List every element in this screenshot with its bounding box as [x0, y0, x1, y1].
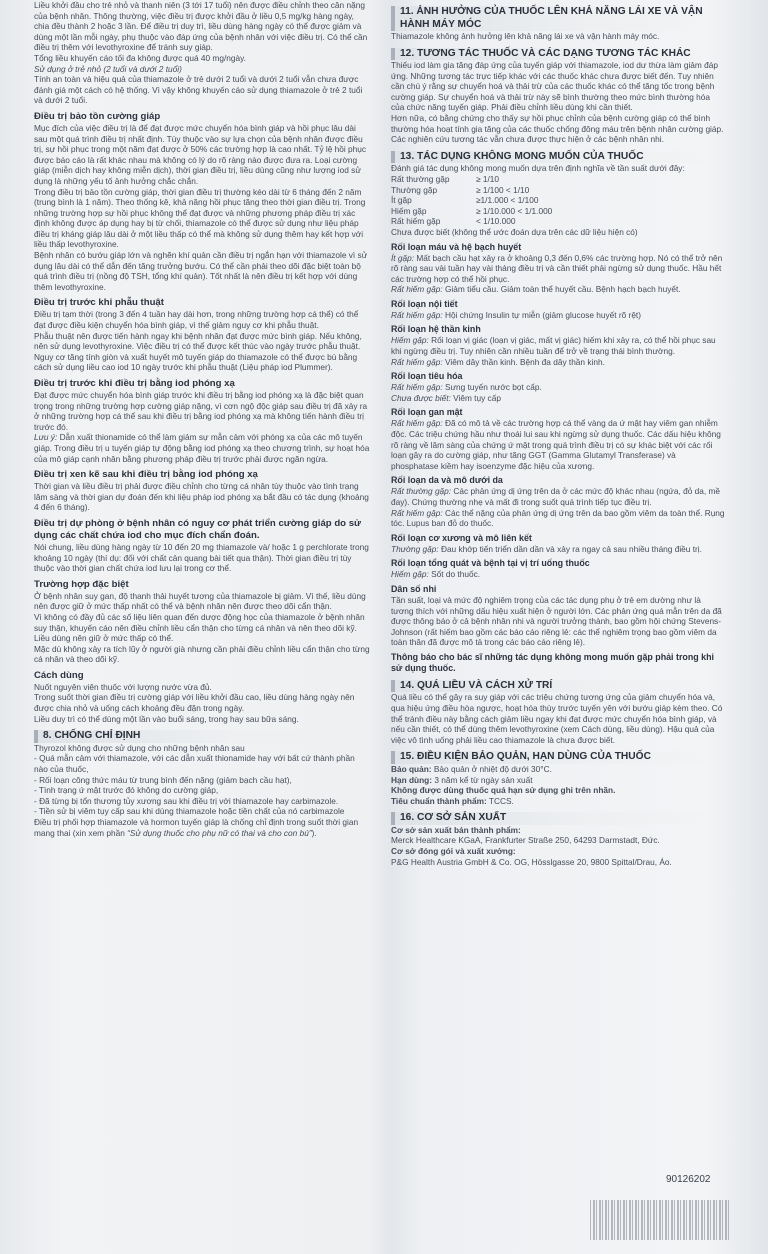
- paragraph: Phẫu thuật nên được tiến hành ngay khi bệnh nhân đạt được mức bình giáp. Nếu không, nên sử dụng levothyroxine. Việc điều trị có thể được kết thúc vào ngày trước phẫu thuật.: [34, 330, 362, 352]
- text: Bảo quản ở nhiệt độ dưới 30°C.: [433, 763, 552, 774]
- section-16-heading: 16. CƠ SỞ SẢN XUẤT: [391, 812, 725, 825]
- paragraph: Thyrozol không được sử dụng cho những bệnh nhân sau: [34, 742, 245, 753]
- section-12-heading: 12. TƯƠNG TÁC THUỐC VÀ CÁC DẠNG TƯƠNG TÁC KHÁC: [391, 48, 725, 61]
- frequency-lead: Chưa được biết:: [391, 392, 451, 403]
- subheading-nervous: Rối loạn hệ thần kinh: [391, 324, 481, 335]
- text: Đau khớp tiến triển dần dần và xảy ra ngay cả sau nhiều tháng điều trị.: [440, 543, 702, 554]
- heading-conservative-treatment: Điều trị bảo tồn cường giáp: [34, 110, 161, 122]
- label: Hạn dùng:: [391, 774, 433, 785]
- note-paragraph: [34, 432, 370, 464]
- product-code: 90126202: [666, 1174, 711, 1185]
- paragraph: [391, 569, 725, 580]
- paragraph: Quá liều có thể gây ra suy giáp với các triệu chứng tương ứng của giảm chuyển hóa và, qua hiệu ứng điều hòa ngược, hoạt hóa thùy trước tuyến yên với bướu giáp kèm theo. Có thể tránh điều này bằng cách giảm liều ngay khi đạt được mức chuyển hóa bình giáp, và nếu cần thiết, có thể dùng thêm levothyroxine (xem Cách dùng, liều dùng). Hậu quả của việc vô tình uống phải liều cao thiamazole là chưa được biết.: [391, 692, 723, 745]
- packager-label: Cơ sở đóng gói và xuất xưởng:: [391, 845, 516, 856]
- paragraph: [391, 796, 725, 807]
- heading-pre-surgery: Điều trị trước khi phẫu thuật: [34, 297, 164, 309]
- paragraph: Chưa được biết (không thể ước đoán dựa trên các dữ liệu hiện có): [391, 226, 638, 237]
- paragraph: Trong suốt thời gian điều trị cường giáp với liều khởi đầu cao, liều dùng hàng ngày nên được chia nhỏ và uống cách khoảng đều đặn trong ngày.: [34, 692, 355, 714]
- heading-interval-treatment: Điều trị xen kẽ sau khi điều trị bằng iod phóng xạ: [34, 469, 258, 481]
- text: Các phản ứng dị ứng trên da ở các mức độ khác nhau (ngứa, đỏ da, mề đay). Chứng thường nhẹ và mất đi trong suốt quá trình tiếp tục điều trị.: [391, 486, 720, 507]
- paragraph: Các nghiên cứu tương tác vẫn chưa được thực hiện ở các bệnh nhân nhi.: [391, 134, 664, 145]
- paragraph: Đạt được mức chuyển hóa bình giáp trước khi điều trị bằng iod phóng xạ là đặc biệt quan trọng trong những trường hợp cường giáp nặng, vì cơn ngộ độc giáp sau điều trị đã xảy ra ở những trường hợp cá thể sau khi điều trị bằng iod phóng xạ mà không tiến hành điều trị trước đó.: [34, 390, 368, 432]
- text: Rối loạn vị giác (loạn vị giác, mất vị giác) hiếm khi xảy ra, có thể hồi phục sau khi ngừng điều trị. Tuy nhiên cần nhiều tuần để trở về trạng thái bình thường.: [391, 335, 716, 357]
- paragraph: Ở bệnh nhân suy gan, độ thanh thải huyết tương của thiamazole bị giảm. Vì thế, liều dùng nên được giữ ở mức thấp nhất có thể và bệnh nhân nên được theo dõi cẩn thận.: [34, 590, 366, 612]
- paragraph: [34, 817, 370, 838]
- text: TCCS.: [488, 795, 514, 806]
- paragraph: Thiamazole không ảnh hưởng lên khả năng lái xe và vận hành máy móc.: [391, 31, 660, 41]
- frequency-lead: Thường gặp:: [391, 543, 439, 554]
- frequency-lead: Ít gặp:: [391, 252, 415, 263]
- frequency-lead: Rất hiếm gặp:: [391, 382, 443, 393]
- paragraph: [391, 357, 725, 368]
- paragraph: Mặc dù không xảy ra tích lũy ở người già nhưng cần phải điều chỉnh liều cẩn thận cho từng cá nhân và theo dõi kỹ.: [34, 643, 370, 665]
- paragraph: Nguy cơ tăng tính giòn và xuất huyết mô tuyến giáp do thiamazole có thể được bù bằng cách sử dụng liều cao iod 10 ngày trước khi phẫu thuật (Liệu pháp iod Plummer).: [34, 351, 358, 373]
- section-8-heading: 8. CHỐNG CHỈ ĐỊNH: [34, 730, 370, 743]
- paragraph: Tính an toàn và hiệu quả của thiamazole ở trẻ dưới 2 tuổi và dưới 2 tuổi vẫn chưa được đánh giá một cách có hệ thống. Vì vậy không khuyến cáo sử dụng thiamazole ở trẻ 2 tuổi và dưới 2 tuổi.: [34, 74, 363, 106]
- frequency-label: Rất thường gặp: [391, 173, 450, 184]
- heading-administration: Cách dùng: [34, 669, 84, 681]
- subheading-skin: Rối loạn da và mô dưới da: [391, 475, 503, 486]
- right-column: [391, 0, 725, 867]
- subheading-pediatric: Dân số nhi: [391, 583, 437, 594]
- text: 3 năm kể từ ngày sản xuất: [434, 774, 533, 785]
- paragraph: Nói chung, liều dùng hàng ngày từ 10 đến 20 mg thiamazole và/ hoặc 1 g perchlorate trong khoảng 10 ngày (thí dụ: đối với chất cản quang bài tiết qua thận). Thời gian điều trị tùy thuộc vào thời gian chất chứa iod lưu lại trong cơ thể.: [34, 541, 369, 574]
- frequency-value: ≥1/1.000 < 1/100: [476, 195, 539, 206]
- section-15-heading: 15. ĐIỀU KIỆN BẢO QUẢN, HẠN DÙNG CỦA THUỐC: [391, 751, 725, 764]
- cross-reference: “Sử dụng thuốc cho phụ nữ có thai và cho con bú”: [127, 827, 312, 838]
- subheading-endocrine: Rối loạn nội tiết: [391, 298, 458, 309]
- paragraph: [391, 310, 725, 321]
- heading-prophylaxis: Điều trị dự phòng ở bệnh nhân có nguy cơ phát triển cường giáp do sử dụng các chất chứa iod cho mục đích chẩn đoán.: [34, 517, 361, 541]
- text: Viêm tụy cấp: [453, 392, 501, 403]
- text: Giảm tiểu cầu. Giảm toàn thể huyết cầu. Bệnh hạch bạch huyết.: [444, 284, 681, 295]
- frequency-lead: Rất hiếm gặp:: [391, 309, 443, 320]
- paragraph: [391, 335, 725, 356]
- paragraph: [391, 382, 725, 393]
- paragraph: Mục đích của việc điều trị là để đạt được mức chuyển hóa bình giáp và hồi phục lâu dài sau một quá trình điều trị nhất định. Tùy thuộc vào sự lựa chọn của bệnh nhân được điều trị, sự hồi phục trong một năm đạt được ở 50% các trường hợp là cao nhất. Tỷ lệ hồi phục được báo cáo là rất khác nhau mà không có lý do rõ ràng nào được đưa ra. Loại cường giáp (miễn dịch hay không miễn dịch), thời gian điều trị, liều dùng cũng như lượng iod sử dụng là những yếu tố ảnh hưởng chắc chắn.: [34, 122, 367, 186]
- paragraph: [391, 393, 725, 404]
- barcode: [590, 1200, 730, 1240]
- frequency-row: [391, 195, 725, 206]
- heading-special-cases: Trường hợp đặc biệt: [34, 578, 129, 590]
- text: ).: [311, 827, 317, 838]
- list-item: - Tiền sử bị viêm tụy cấp sau khi dùng thiamazole hoặc tiền chất của nó carbimazole: [34, 806, 345, 817]
- subheading-hepatobiliary: Rối loạn gan mật: [391, 407, 463, 418]
- note-lead: Lưu ý:: [34, 432, 58, 443]
- frequency-lead: Rất hiếm gặp:: [391, 284, 443, 295]
- label: Tiêu chuẩn thành phẩm:: [391, 795, 487, 806]
- frequency-row: [391, 174, 725, 185]
- frequency-lead: Hiếm gặp:: [391, 569, 429, 580]
- paragraph: [391, 253, 725, 285]
- manufacturer-label: Cơ sở sản xuất bán thành phẩm:: [391, 824, 521, 835]
- paragraph: Bệnh nhân có bướu giáp lớn và nghẽn khí quản cần điều trị ngắn hạn với thiamazole vì sử dụng lâu dài có thể dẫn đến tăng trưởng bướu. Có thể cần phải theo dõi đặc biệt toàn bộ quá trình điều trị (nồng độ TSH, tổng khí quản). Tốt nhất là nên điều trị kết hợp với dùng thêm levothyroxine.: [34, 250, 368, 292]
- frequency-lead: Hiếm gặp:: [391, 335, 429, 346]
- text: Điều trị phối hợp thiamazole và hormon tuyến giáp là chống chỉ định trong suốt thời gian mang thai (xin xem phần: [34, 816, 359, 838]
- paragraph: Liều khởi đầu cho trẻ nhỏ và thanh niên (3 tới 17 tuổi) nên được điều chỉnh theo cân nặng của bệnh nhân. Thông thường, việc điều trị được khởi đầu ở liều 0,5 mg/kg hàng ngày, chia đều thành 2 hoặc 3 lần. Để điều trị duy trì, liều dùng hàng ngày có thể được giảm và dùng một lần mỗi ngày, phụ thuộc vào đáp ứng của bệnh nhân với việc điều trị. Có thể cần điều trị thêm với levothyroxine để tránh suy giáp.: [34, 0, 368, 53]
- subheading-general: Rối loạn tổng quát và bệnh tại vị trí uống thuốc: [391, 558, 590, 569]
- frequency-value: < 1/10.000: [476, 216, 516, 227]
- subheading-digestive: Rối loạn tiêu hóa: [391, 371, 463, 382]
- report-notice: Thông báo cho bác sĩ những tác dụng không mong muốn gặp phải trong khi sử dụng thuốc.: [391, 651, 714, 673]
- list-item: - Rối loạn công thức máu từ trung bình đến nặng (giảm bạch cầu hạt),: [34, 774, 292, 785]
- frequency-lead: Rất hiếm gặp:: [391, 507, 443, 518]
- left-column: [34, 0, 370, 838]
- frequency-value: ≥ 1/10.000 < 1/1.000: [476, 205, 553, 216]
- frequency-label: Thường gặp: [391, 184, 438, 195]
- packager-address: P&G Health Austria GmbH & Co. OG, Hösslgasse 20, 9800 Spittal/Drau, Áo.: [391, 856, 672, 867]
- frequency-lead: Rất hiếm gặp:: [391, 356, 443, 367]
- paragraph: Đánh giá tác dụng không mong muốn dựa trên định nghĩa về tần suất dưới đây:: [391, 163, 685, 174]
- paragraph: Liều duy trì có thể dùng một lần vào buổi sáng, trong hay sau bữa sáng.: [34, 713, 299, 724]
- paragraph: [391, 284, 725, 295]
- section-14-heading: 14. QUÁ LIỀU VÀ CÁCH XỬ TRÍ: [391, 680, 725, 693]
- manufacturer-address: Merck Healthcare KGaA, Frankfurter Straße 250, 64293 Darmstadt, Đức.: [391, 835, 660, 846]
- subheading: Sử dụng ở trẻ nhỏ (2 tuổi và dưới 2 tuổi): [34, 63, 182, 74]
- section-11-heading: 11. ẢNH HƯỞNG CỦA THUỐC LÊN KHẢ NĂNG LÁI XE VÀ VẬN HÀNH MÁY MÓC: [391, 6, 725, 31]
- text: Các thể nặng của phản ứng dị ứng trên da bao gồm viêm da toàn thể. Rụng tóc. Lupus ban đỏ do thuốc.: [391, 507, 725, 529]
- paragraph: Hơn nữa, có bằng chứng cho thấy sự hồi phục chỉnh của bệnh cường giáp có thể bình thường hóa hoạt tính gia tăng của các thuốc chống đông máu trên bệnh nhân cường giáp.: [391, 113, 724, 134]
- paragraph: [391, 418, 725, 471]
- label: Bảo quản:: [391, 763, 432, 774]
- frequency-row: [391, 206, 725, 217]
- text: Viêm dây thần kinh. Bệnh đa dây thần kinh.: [444, 356, 605, 367]
- frequency-label: Ít gặp: [391, 195, 412, 206]
- list-item: - Đã từng bị tổn thương tủy xương sau khi điều trị với thiamazole hay carbimazole.: [34, 795, 339, 806]
- heading-pre-radioiodine: Điều trị trước khi điều trị bằng iod phóng xạ: [34, 378, 235, 389]
- text: Đã có mô tả về các trường hợp cá thể vàng da ứ mật hay viêm gan nhiễm độc. Các triệu chứng hầu như thoái lui sau khi ngừng sử dụng thuốc. Các dấu hiệu không rõ ràng về lâm sàng của chứng ứ mật trong quá trình điều trị có sự khác biệt với các rối loạn gây ra do cường giáp, như tăng GGT (Gamma Glutamyl Transferase) và phosphatase kiềm hay isoenzyme đặc hiệu của xương.: [391, 418, 721, 471]
- frequency-row: [391, 216, 725, 227]
- text: Sưng tuyến nước bọt cấp.: [444, 382, 542, 393]
- paragraph: Điều trị tạm thời (trong 3 đến 4 tuần hay dài hơn, trong những trường hợp cá thể) có thể đạt được điều kiện chuyển hóa bình giáp, vì thế giảm nguy cơ khi phẫu thuật.: [34, 309, 359, 331]
- paragraph: [391, 508, 725, 529]
- paragraph: [391, 775, 725, 786]
- list-item: - Tình trạng ứ mật trước đó không do cường giáp,: [34, 785, 219, 796]
- paragraph: [391, 544, 725, 555]
- paragraph: Tổng liều khuyến cáo tối đa không được quá 40 mg/ngày.: [34, 52, 246, 63]
- subheading-musculoskeletal: Rối loạn cơ xương và mô liên kết: [391, 532, 532, 543]
- frequency-label: Hiếm gặp: [391, 205, 427, 216]
- paragraph: Thiếu iod làm gia tăng đáp ứng của tuyến giáp với thiamazole, iod dư thừa làm giảm đáp ứng. Những tương tác trực tiếp khác với các thuốc khác chưa được biết đến. Tuy nhiên cần chú ý rằng sự chuyển hoá và thải trừ của các thuốc khác có thể tăng tốc trong bệnh cường giáp. Sự chuyển hoá và thải trừ này sẽ bình thường theo mức bình thường hóa của chức năng tuyến giáp. Phải điều chỉnh liều dùng khi cần thiết.: [391, 60, 718, 113]
- text: Sốt do thuốc.: [431, 569, 481, 580]
- paragraph: Không được dùng thuốc quá hạn sử dụng ghi trên nhãn.: [391, 785, 616, 796]
- frequency-value: ≥ 1/100 < 1/10: [476, 184, 530, 195]
- text: Hội chứng Insulin tự miễn (giảm glucose huyết rõ rệt): [444, 309, 641, 320]
- frequency-lead: Rất hiếm gặp:: [391, 418, 443, 429]
- paragraph: [391, 486, 725, 507]
- frequency-lead: Rất thường gặp:: [391, 486, 452, 497]
- note-text: Dẫn xuất thionamide có thể làm giảm sự mẫn cảm với phóng xạ của các mô tuyến giáp. Trong điều trị u tuyến giáp tự động bằng iod phóng xạ theo chương trình, sự hoạt hóa của mô giáp cạnh nhân bằng phương pháp điều trị trước phải được ngăn ngừa.: [34, 432, 370, 464]
- paragraph: Tần suất, loại và mức độ nghiêm trọng của các tác dụng phụ ở trẻ em dường như là tương thích với những dấu hiệu xuất hiện ở người lớn. Các phản ứng quá mẫn trên da đã được thông báo ở cả bệnh nhân nhi và người trưởng thành, bao gồm hội chứng Stevens-Johnson (rất hiếm bao gồm các báo cáo riêng lẻ: các thể nghiêm trọng bao gồm viêm da toàn thân đã được mô tả trong các báo cáo riêng lẻ).: [391, 594, 722, 648]
- list-item: - Quá mẫn cảm với thiamazole, với các dẫn xuất thionamide hay với bất cứ thành phần nào của thuốc,: [34, 753, 355, 774]
- paragraph: Thời gian và liều điều trị phải được điều chỉnh cho từng cá nhân tùy thuộc vào tình trạng lâm sàng và thời gian dự đoán đến khi liệu pháp iod phóng xạ bắt đầu có tác dụng (khoảng 4 đến 6 tháng).: [34, 481, 369, 513]
- text: Mất bạch cầu hạt xảy ra ở khoảng 0,3 đến 0,6% các trường hợp. Nó có thể trở nên rõ ràng sau vài tuần hay vài tháng điều trị và cần thiết phải ngừng sử dụng thuốc. Hầu hết các trường hợp có thể hồi phục.: [391, 252, 723, 284]
- subheading-blood: Rối loạn máu và hệ bạch huyết: [391, 241, 522, 252]
- paragraph: [391, 764, 725, 775]
- section-13-heading: 13. TÁC DỤNG KHÔNG MONG MUỐN CỦA THUỐC: [391, 151, 725, 164]
- frequency-row: [391, 185, 725, 196]
- frequency-label: Rất hiếm gặp: [391, 216, 441, 227]
- frequency-value: ≥ 1/10: [476, 173, 500, 184]
- paragraph: Trong điều trị bảo tồn cường giáp, thời gian điều trị thường kéo dài từ 6 tháng đến 2 năm (trung bình là 1 năm). Theo thống kê, khả năng hồi phục tăng theo thời gian điều trị. Trong những trường hợp sự hồi phục không thể đạt được và những phương pháp điều trị xác định không được áp dụng hay bị từ chối, thiamazole có thể được sử dụng như liệu pháp điều trị kháng giáp lâu dài ở một liều thấp có thể mà không sử dụng thêm hay kết hợp với liều thấp levothyroxine.: [34, 186, 366, 250]
- paragraph: Nuốt nguyên viên thuốc với lượng nước vừa đủ.: [34, 681, 212, 692]
- frequency-table: [391, 174, 725, 227]
- paragraph: Vì không có đầy đủ các số liệu liên quan đến dược động học của thiamazole ở bệnh nhân suy thận, khuyến cáo nên điều chỉnh liều cẩn thận cho từng cá nhân và nên theo dõi kỹ. Liều dùng nên giữ ở mức thấp có thể.: [34, 611, 365, 644]
